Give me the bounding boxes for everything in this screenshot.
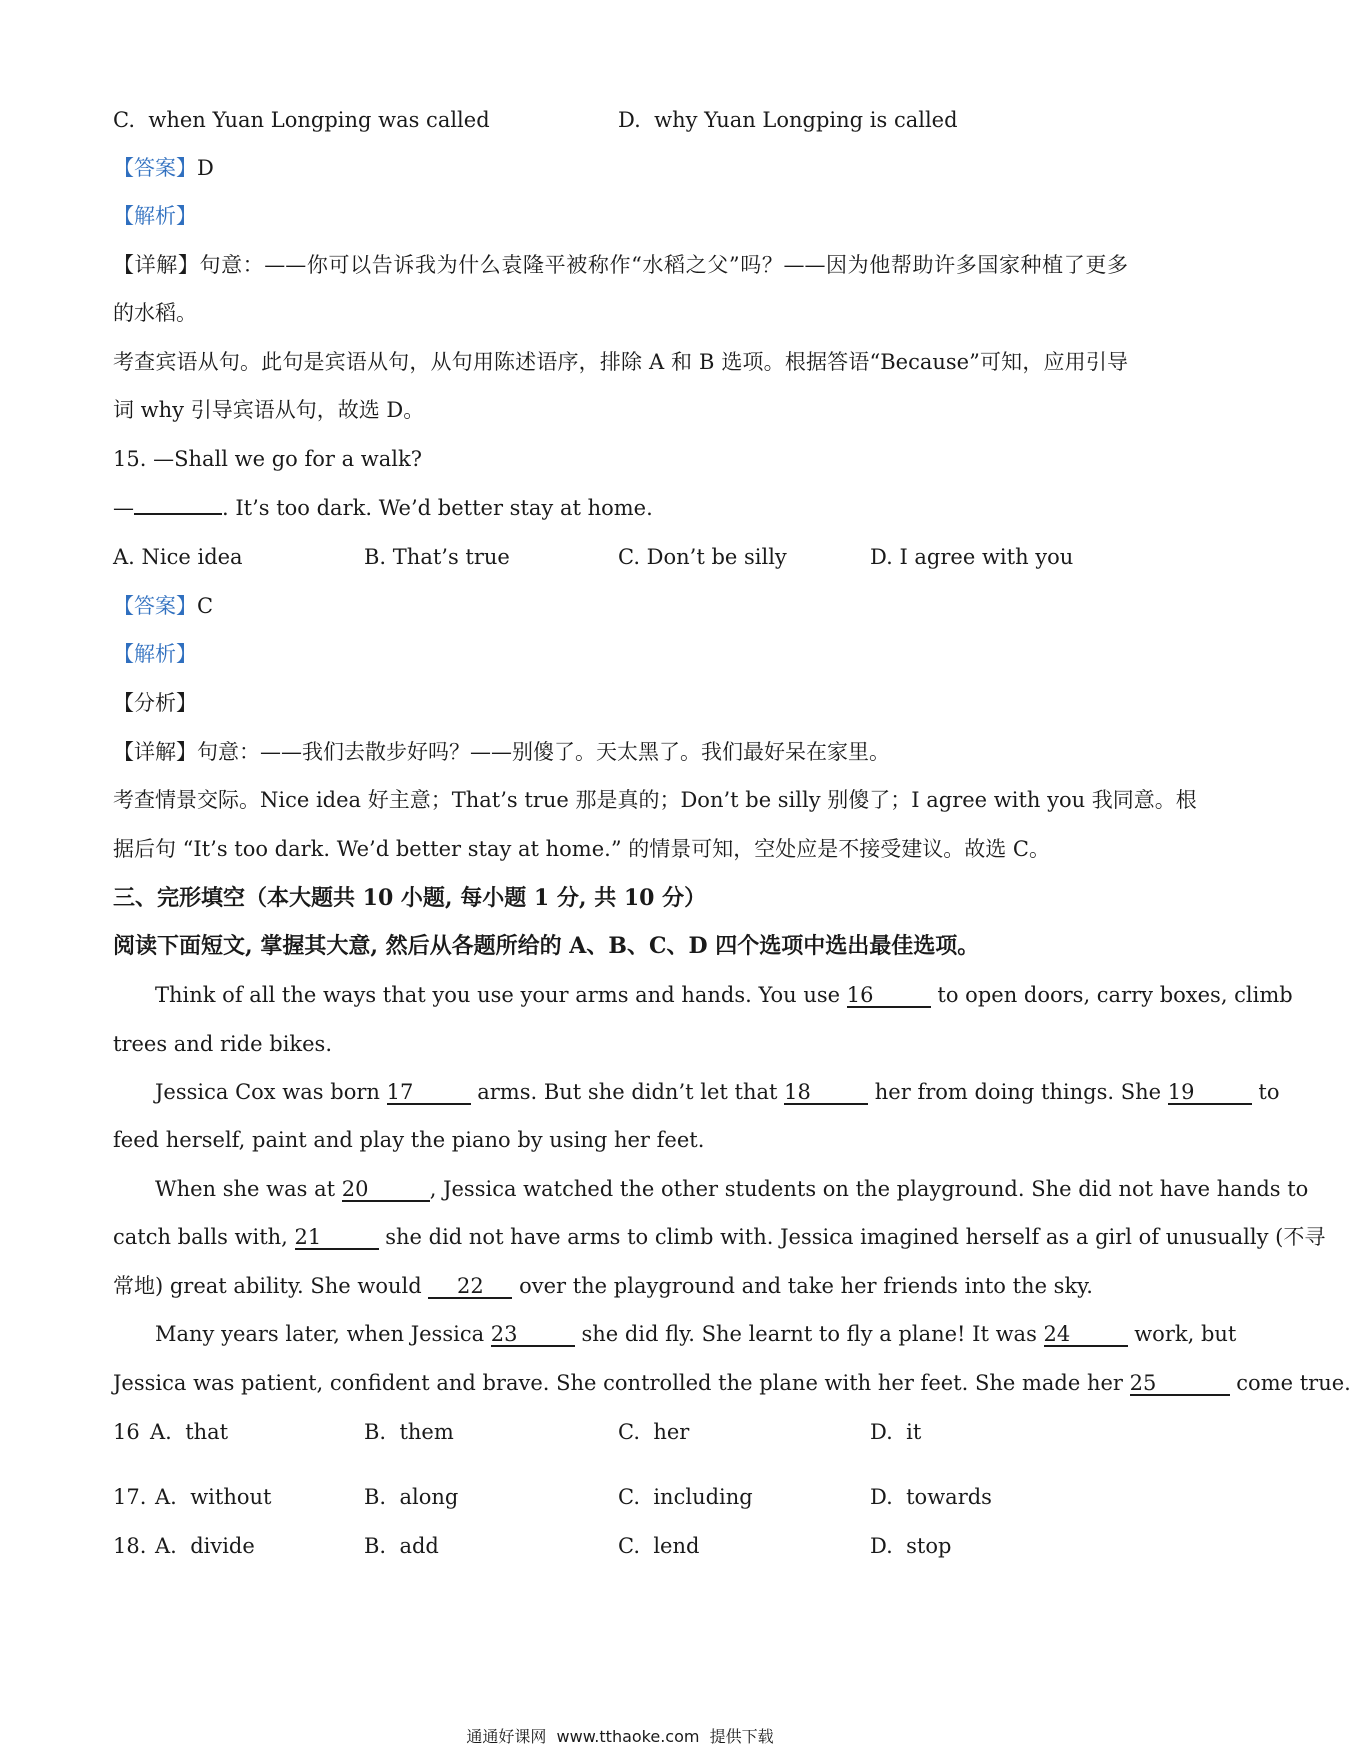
passage-text: 常地) great ability. She would (113, 1274, 429, 1298)
passage-p1-line2: trees and ride bikes. (113, 1032, 333, 1056)
q17-option-c: C. including (618, 1485, 753, 1509)
blank-21: 21 (295, 1226, 379, 1250)
q15-answer (113, 592, 213, 620)
blank-22: 22 (428, 1275, 512, 1299)
q18-option-d: D. stop (870, 1534, 952, 1558)
q14-detail-line2: 的水稻。 (113, 301, 197, 325)
q14-analysis-tag: 【解析】 (113, 204, 197, 228)
q18-number: 18. (113, 1534, 147, 1558)
q14-explanation-line2: 词 why 引导宾语从句，故选 D。 (113, 398, 425, 422)
passage-text: she did fly. She learnt to fly a plane! It was (574, 1322, 1044, 1346)
q15-option-b: B. That’s true (364, 545, 510, 569)
passage-p2-line2: feed herself, paint and play the piano by using her feet. (113, 1128, 705, 1152)
passage-text: come true. (1229, 1371, 1351, 1395)
passage-text: work, but (1127, 1322, 1237, 1346)
q16-option-a: A. that (150, 1420, 229, 1444)
q16-option-b: B. them (364, 1420, 454, 1444)
q15-explanation-line1: 考查情景交际。Nice idea 好主意；That’s true 那是真的；Don’t be silly 别傻了；I agree with you 我同意。根 (113, 788, 1197, 812)
q15-option-a: A. Nice idea (113, 545, 243, 569)
answer-tag: 【答案】 (113, 594, 197, 618)
q15-option-d: D. I agree with you (870, 545, 1074, 569)
passage-text: Jessica was patient, confident and brave. She controlled the plane with her feet. She made her (113, 1371, 1130, 1395)
q15-analysis-tag: 【解析】 (113, 642, 197, 666)
passage-text: , Jessica watched the other students on the playground. She did not have hands to (429, 1177, 1309, 1201)
q16-option-d: D. it (870, 1420, 922, 1444)
passage-text: over the playground and take her friends into the sky. (512, 1274, 1093, 1298)
q16-option-c: C. her (618, 1420, 690, 1444)
answer-blank (134, 513, 222, 515)
passage-text: to open doors, carry boxes, climb (930, 983, 1293, 1007)
detail-text: 句意：——你可以告诉我为什么袁隆平被称作“水稻之父”吗？——因为他帮助许多国家种植了更多 (199, 253, 1129, 277)
blank-19: 19 (1168, 1081, 1252, 1105)
q16-number: 16 (113, 1420, 140, 1444)
q14-explanation-line1: 考查宾语从句。此句是宾语从句，从句用陈述语序，排除 A 和 B 选项。根据答语“Because”可知，应用引导 (113, 350, 1128, 374)
q18-option-c: C. lend (618, 1534, 700, 1558)
passage-text: When she was at (155, 1177, 342, 1201)
passage-text: Many years later, when Jessica (155, 1322, 491, 1346)
passage-p3-line1 (155, 1175, 1309, 1203)
detail-text: 句意：——我们去散步好吗？——别傻了。天太黑了。我们最好呆在家里。 (197, 740, 890, 764)
blank-17: 17 (387, 1081, 471, 1105)
q15-question: 15. —Shall we go for a walk? (113, 447, 422, 471)
q15-fenxi-tag: 【分析】 (113, 691, 197, 715)
passage-text: catch balls with, (113, 1225, 295, 1249)
section-heading: 三、完形填空（本大题共 10 小题, 每小题 1 分, 共 10 分） (113, 885, 707, 911)
blank-18: 18 (784, 1081, 868, 1105)
passage-text: arms. But she didn’t let that (470, 1080, 785, 1104)
page-footer: 通通好课网 www.tthaoke.com 提供下载 (466, 1727, 774, 1746)
q17-option-a: A. without (155, 1485, 272, 1509)
q17-option-b: B. along (364, 1485, 459, 1509)
detail-tag: 【详解】 (113, 253, 200, 277)
passage-text: she did not have arms to climb with. Jessica imagined herself as a girl of unusually (不寻 (378, 1225, 1326, 1249)
passage-text: her from doing things. She (868, 1080, 1168, 1104)
passage-p1-line1 (155, 981, 1293, 1009)
blank-24: 24 (1044, 1323, 1128, 1347)
passage-p4-line1 (155, 1320, 1237, 1348)
detail-tag: 【详解】 (113, 740, 197, 764)
q17-option-d: D. towards (870, 1485, 992, 1509)
dash: — (113, 496, 134, 520)
answer-value: D (197, 156, 214, 180)
blank-20: 20 (342, 1178, 430, 1202)
q14-answer (113, 154, 214, 182)
q14-option-c: C. when Yuan Longping was called (113, 108, 490, 132)
blank-23: 23 (491, 1323, 575, 1347)
answer-value: C (197, 594, 214, 618)
blank-16: 16 (847, 984, 931, 1008)
blank-25: 25 (1130, 1372, 1230, 1396)
passage-text: to (1251, 1080, 1280, 1104)
q15-explanation-line2: 据后句 “It’s too dark. We’d better stay at home.” 的情景可知，空处应是不接受建议。故选 C。 (113, 837, 1050, 861)
q14-detail-line1 (113, 251, 1128, 279)
q15-reply (113, 494, 653, 522)
answer-tag: 【答案】 (113, 156, 197, 180)
reply-text: . It’s too dark. We’d better stay at home. (222, 496, 653, 520)
passage-p2-line1 (155, 1078, 1280, 1106)
passage-text: Think of all the ways that you use your arms and hands. You use (155, 983, 847, 1007)
q15-detail (113, 738, 890, 766)
passage-p4-line2 (113, 1369, 1351, 1397)
q17-number: 17. (113, 1485, 147, 1509)
section-instruction: 阅读下面短文, 掌握其大意, 然后从各题所给的 A、B、C、D 四个选项中选出最佳选项。 (113, 933, 980, 959)
q15-option-c: C. Don’t be silly (618, 545, 787, 569)
passage-text: Jessica Cox was born (155, 1080, 387, 1104)
passage-p3-line2 (113, 1223, 1326, 1251)
q14-option-d: D. why Yuan Longping is called (618, 108, 958, 132)
passage-p3-line3 (113, 1272, 1093, 1300)
q18-option-b: B. add (364, 1534, 439, 1558)
q18-option-a: A. divide (155, 1534, 255, 1558)
